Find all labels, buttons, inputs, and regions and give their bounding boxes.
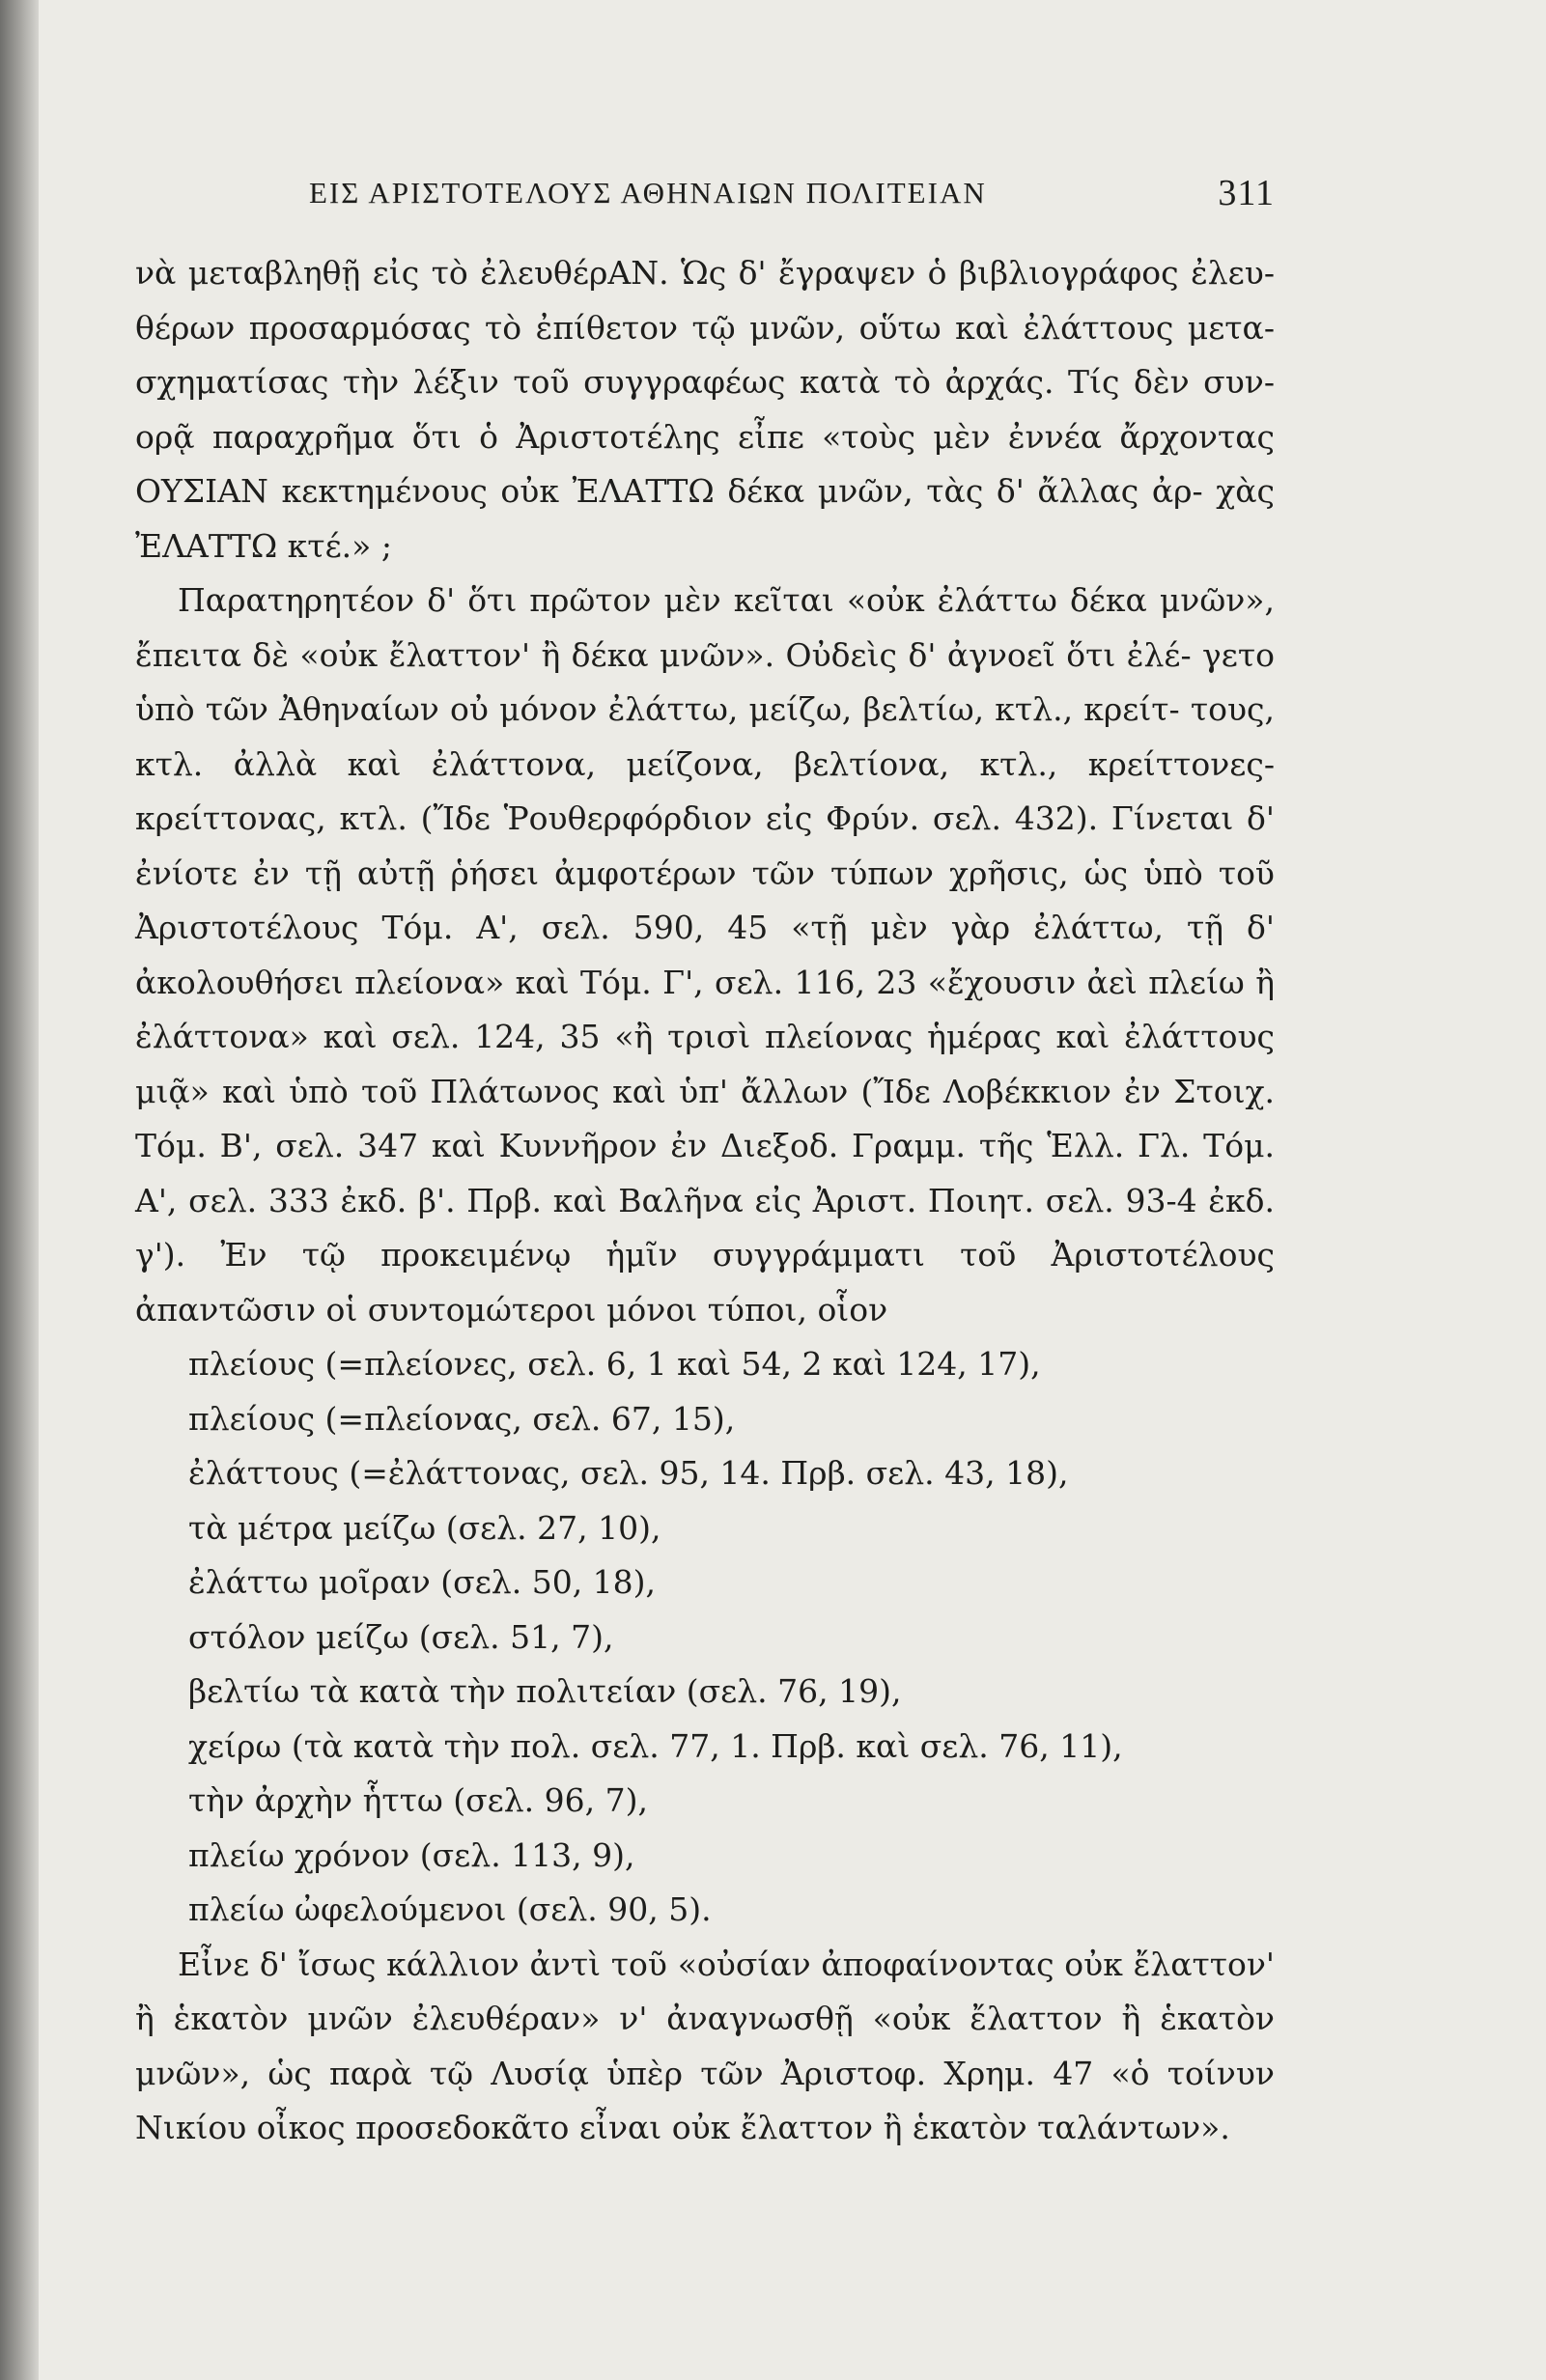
example-item: πλείους (=πλείονας, σελ. 67, 15), <box>188 1399 736 1438</box>
page-number: 311 <box>1218 173 1275 213</box>
example-item: τὴν ἀρχὴν ἧττω (σελ. 96, 7), <box>188 1781 648 1819</box>
example-item: χείρω (τὰ κατὰ τὴν πολ. σελ. 77, 1. Πρβ. καὶ σελ. 76, 11), <box>188 1726 1123 1765</box>
example-item: πλείους (=πλείονες, σελ. 6, 1 καὶ 54, 2 καὶ 124, 17), <box>188 1345 1041 1383</box>
running-title: ΕΙΣ ΑΡΙΣΤΟΤΕΛΟΥΣ ΑΘΗΝΑΙΩΝ ΠΟΛΙΤΕΙΑΝ <box>309 176 987 210</box>
example-item: πλείω ὠφελούμενοι (σελ. 90, 5). <box>188 1890 712 1928</box>
example-item: ἐλάττω μοῖραν (σελ. 50, 18), <box>188 1563 657 1601</box>
running-head <box>135 145 1275 213</box>
scan-edge-shadow <box>0 0 39 2380</box>
example-item: τὰ μέτρα μείζω (σελ. 27, 10), <box>188 1508 661 1547</box>
paragraph-1: νὰ μεταβληθῇ εἰς τὸ ἐλευθέρΑΝ. Ὡς δ' ἔγραψεν ὁ βιβλιογράφος ἐλευ- θέρων προσαρμόσας τὸ ἐπίθετον τῷ μνῶν, οὕτω καὶ ἐλάττους μετα- σχηματίσας τὴν λέξιν τοῦ συγγραφέως κατὰ τὸ ἀρχάς. Τίς δὲν συν- ορᾷ παραχρῆμα ὅτι ὁ Ἀριστοτέλης εἶπε «τοὺς μὲν ἐννέα ἄρχοντας ΟΥΣΙΑΝ κεκτημένους οὐκ ἘΛΑΤΤΩ δέκα μνῶν, τὰς δ' ἄλλας ἀρ- χὰς ἘΛΑΤΤΩ κτέ.» ; <box>135 254 1275 565</box>
example-item: βελτίω τὰ κατὰ τὴν πολιτείαν (σελ. 76, 19), <box>188 1672 902 1710</box>
example-list <box>135 1337 1275 1938</box>
example-item: ἐλάττους (=ἐλάττονας, σελ. 95, 14. Πρβ. σελ. 43, 18), <box>188 1454 1069 1492</box>
paragraph-2: Παρατηρητέον δ' ὅτι πρῶτον μὲν κεῖται «οὐκ ἐλάττω δέκα μνῶν», ἔπειτα δὲ «οὐκ ἔλαττον' ἢ δέκα μνῶν». Οὐδεὶς δ' ἀγνοεῖ ὅτι ἐλέ- γετο ὑπὸ τῶν Ἀθηναίων οὐ μόνον ἐλάττω, μείζω, βελτίω, κτλ., κρείτ- τους, κτλ. ἀλλὰ καὶ ἐλάττονα, μείζονα, βελτίονα, κτλ., κρείττονες- κρείττονας, κτλ. (Ἴδε Ῥουθερφόρδιον εἰς Φρύν. σελ. 432). Γίνεται δ' ἐνίοτε ἐν τῇ αὐτῇ ῥήσει ἀμφοτέρων τῶν τύπων χρῆσις, ὡς ὑπὸ τοῦ Ἀριστοτέλους Τόμ. Α', σελ. 590, 45 «τῇ μὲν γὰρ ἐλάττω, τῇ δ' ἀκολουθήσει πλείονα» καὶ Τόμ. Γ', σελ. 116, 23 «ἔχουσιν ἀεὶ πλείω ἢ ἐλάττονα» καὶ σελ. 124, 35 «ἢ τρισὶ πλείονας ἡμέρας καὶ ἐλάττους μιᾷ» καὶ ὑπὸ τοῦ Πλάτωνος καὶ ὑπ' ἄλλων (Ἴδε Λοβέκκιον ἐν Στοιχ. Τόμ. Β', σελ. 347 καὶ Κυννῆρον ἐν Διεξοδ. Γραμμ. τῆς Ἑλλ. Γλ. Τόμ. Α', σελ. 333 ἐκδ. β'. Πρβ. καὶ Βαλῆνα εἰς Ἀριστ. Ποιητ. σελ. 93-4 ἐκδ. γ'). Ἐν τῷ προκειμένῳ ἡμῖν συγγράμματι τοῦ Ἀριστοτέλους ἀπαντῶσιν οἱ συντομώτεροι μόνοι τύποι, οἷον <box>135 581 1275 1329</box>
closing-paragraph: Εἶνε δ' ἴσως κάλλιον ἀντὶ τοῦ «οὐσίαν ἀποφαίνοντας οὐκ ἔλαττον' ἢ ἑκατὸν μνῶν ἐλευθέραν» ν' ἀναγνωσθῇ «οὐκ ἔλαττον ἢ ἑκατὸν μνῶν», ὡς παρὰ τῷ Λυσίᾳ ὑπὲρ τῶν Ἀριστοφ. Χρημ. 47 «ὁ τοίνυν Νικίου οἶκος προσεδοκᾶτο εἶναι οὐκ ἔλαττον ἢ ἑκατὸν ταλάντων». <box>135 1945 1275 2146</box>
body-text <box>135 246 1275 2156</box>
book-page <box>135 145 1275 2156</box>
example-item: στόλον μείζω (σελ. 51, 7), <box>188 1617 614 1656</box>
example-item: πλείω χρόνον (σελ. 113, 9), <box>188 1835 635 1874</box>
